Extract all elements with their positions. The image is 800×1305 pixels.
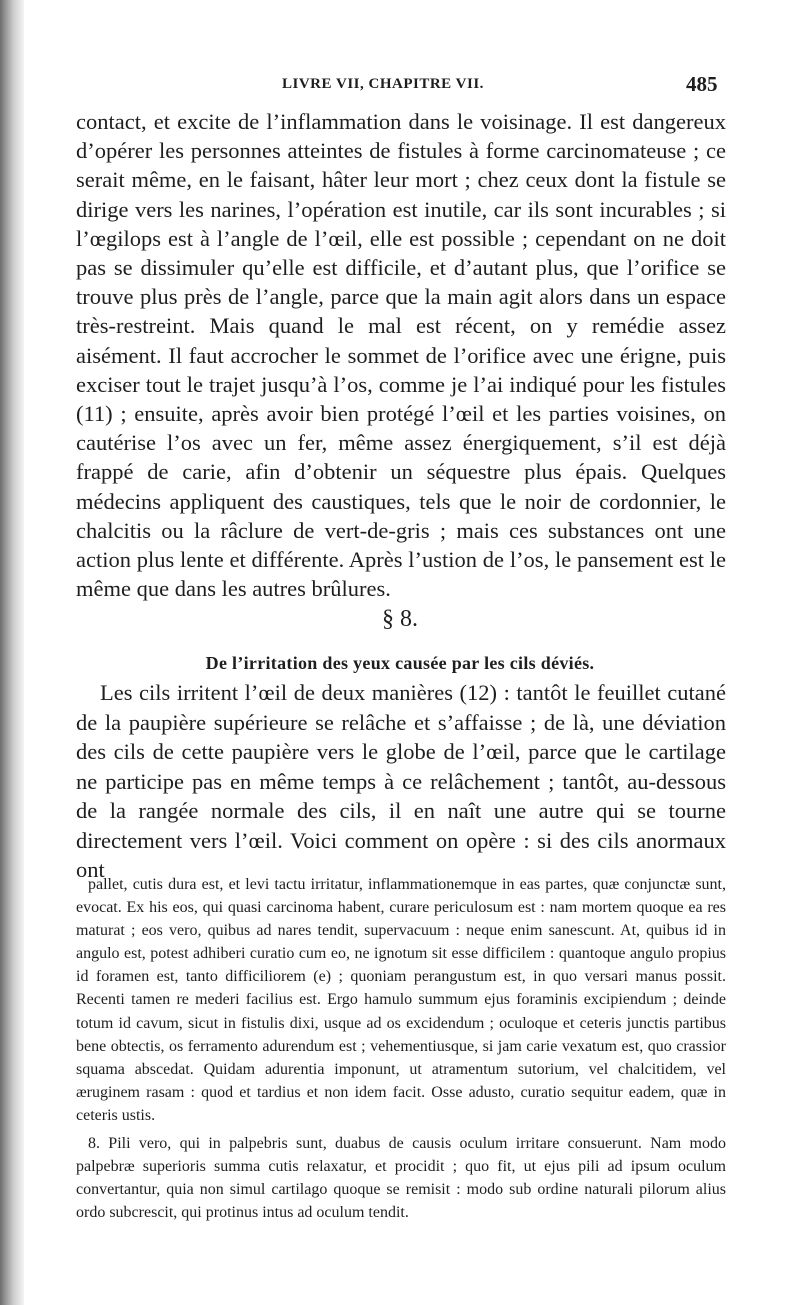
latin-footnote-block (76, 873, 726, 1224)
section-mark: § 8. (382, 606, 418, 632)
latin-paragraph-1: pallet, cutis dura est, et levi tactu irritatur, inflammationemque in eas partes, quæ conjunctæ sunt, evocat. Ex his eos, qui quasi carcinoma habent, curare periculosum est : nam mortem quoque ea res maturat ; eos vero, quibus ad nares tendit, supervacuum : neque enim sanescunt. At, quibus id in angulo est, potest adhiberi curatio cum eo, ne ignotum sit esse difficilem : quantoque angulo propius id foramen est, tanto difficiliorem (e) ; quoniam perangustum est, in quo versari manus possit. Recenti tamen re mederi facilius est. Ergo hamulo summum ejus foraminis excipiendum ; deinde totum id cavum, sicut in fistulis dixi, usque ad os excidendum ; oculoque et ceteris junctis partibus bene obtectis, os ferramento adurendum est ; vehementiusque, si jam carie vexatum est, quo crassior squama abscedat. Quidam adurentia imponunt, ut atramentum sutorium, vel chalcitidem, vel æruginem rasam : quod et tardius et non idem facit. Osse adusto, curatio sequitur eadem, quæ in ceteris ustis. (76, 876, 726, 1124)
page-number: 485 (686, 72, 718, 96)
section-text-block (76, 678, 726, 885)
latin-paragraph-2: 8. Pili vero, qui in palpebris sunt, duabus de causis oculum irritare consuerunt. Nam modo palpebræ superioris summa cutis relaxatur, et procidit ; quo fit, ut ejus pili ad ipsum oculum convertantur, quia non simul cartilago quoque se remisit : modo sub ordine naturali pilorum alius ordo subcrescit, qui protinus intus ad oculum tendit. (76, 1135, 726, 1222)
main-text-block (76, 107, 726, 603)
main-paragraph: contact, et excite de l’inflammation dans le voisinage. Il est dangereux d’opérer les personnes atteintes de fistules à forme carcinomateuse ; ce serait même, en le faisant, hâter leur mort ; chez ceux dont la fistule se dirige vers les narines, l’opération est inutile, car ils sont incurables ; si l’œgilops est à l’angle de l’œil, elle est possible ; cependant on ne doit pas se dissimuler qu’elle est difficile, et d’autant plus, que l’orifice se trouve plus près de l’angle, parce que la main agit alors dans un espace très-restreint. Mais quand le mal est récent, on y remédie assez aisément. Il faut accrocher le sommet de l’orifice avec une érigne, puis exciser tout le trajet jusqu’à l’os, comme je l’ai indiqué pour les fistules (11) ; ensuite, après avoir bien protégé l’œil et les parties voisines, on cautérise l’os avec un fer, même assez énergiquement, s’il est déjà frappé de carie, afin d’obtenir un séquestre plus épais. Quelques médecins appliquent des caustiques, tels que le noir de cordonnier, le chalcitis ou la râclure de vert-de-gris ; mais ces substances ont une action plus lente et différente. Après l’ustion de l’os, le pansement est le même que dans les autres brûlures. (76, 109, 726, 602)
running-head: LIVRE VII, CHAPITRE VII. (282, 76, 484, 92)
section-title: De l’irritation des yeux causée par les cils déviés. (205, 653, 595, 673)
section-paragraph: Les cils irritent l’œil de deux manières (12) : tantôt le feuillet cutané de la paupière supérieure se relâche et s’affaisse ; de là, une déviation des cils de cette paupière vers le globe de l’œil, parce que le cartilage ne participe pas en même temps à ce relâchement ; tantôt, au-dessous de la rangée normale des cils, il en naît une autre qui se tourne directement vers l’œil. Voici comment on opère : si des cils anormaux ont (76, 680, 726, 882)
